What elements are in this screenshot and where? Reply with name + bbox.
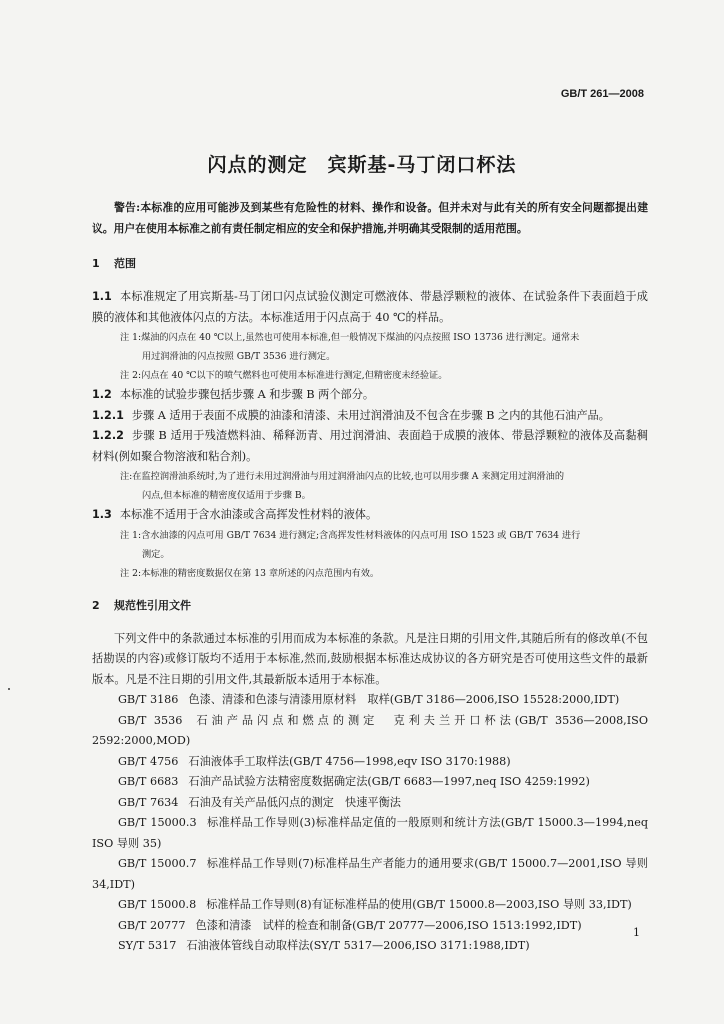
- clause-text: 步骤 B 适用于残渣燃料油、稀释沥青、用过润滑油、表面趋于成膜的液体、带悬浮颗粒的液体及高黏稠材料(例如聚合物溶液和粘合剂)。: [92, 429, 648, 463]
- clause-text: 本标准不适用于含水油漆或含高挥发性材料的液体。: [119, 508, 378, 521]
- reference-code: GB/T 15000.7: [118, 857, 197, 870]
- note-continuation: 闪点,但本标准的精密度仅适用于步骤 B。: [142, 490, 311, 501]
- note: [92, 467, 648, 505]
- section-title: 规范性引用文件: [114, 598, 191, 612]
- note: [92, 564, 648, 583]
- note-text: 煤油的闪点在 40 ℃以上,虽然也可使用本标准,但一般情况下煤油的闪点按照 ISO 13736 进行测定。通常未: [141, 332, 580, 343]
- section-number: 2: [92, 598, 100, 612]
- reference-code: GB/T 6683: [118, 775, 179, 788]
- reference-code: GB/T 7634: [118, 795, 179, 809]
- reference-item: [92, 936, 648, 957]
- document-body: [92, 198, 648, 957]
- clause-1-3: [92, 505, 648, 526]
- reference-text: 色漆、清漆和色漆与清漆用原材料 取样(GB/T 3186—2006,ISO 15528:2000,IDT): [188, 693, 620, 706]
- reference-code: GB/T 15000.3: [118, 816, 197, 829]
- reference-item: [92, 895, 648, 916]
- reference-item: [92, 813, 648, 854]
- note-tag: 注:: [120, 471, 133, 482]
- reference-item: [92, 690, 648, 711]
- clause-number: 1.1: [92, 290, 112, 303]
- note-tag: 注 2:: [120, 567, 142, 579]
- note-text: 在监控润滑油系统时,为了进行未用过润滑油与用过润滑油闪点的比较,也可以用步骤 A 来测定用过润滑油的: [132, 471, 565, 482]
- section-number: 1: [92, 257, 100, 270]
- note-tag: 注 1:: [120, 529, 142, 541]
- section-2-intro: 下列文件中的条款通过本标准的引用而成为本标准的条款。凡是注日期的引用文件,其随后所有的修改单(不包括勘误的内容)或修订版均不适用于本标准,然而,鼓励根据本标准达成协议的各方研究是否可使用这些文件的最新版本。凡是不注日期的引用文件,其最新版本适用于本标准。: [92, 631, 648, 686]
- reference-item: [92, 711, 648, 752]
- note: [92, 328, 648, 366]
- reference-text: 石油液体手工取样法(GB/T 4756—1998,eqv ISO 3170:1988): [188, 754, 511, 768]
- clause-number: 1.2.1: [92, 408, 124, 422]
- document-title: 闪点的测定 宾斯基-马丁闭口杯法: [207, 154, 517, 176]
- reference-item: [92, 916, 648, 937]
- note-text: 闪点在 40 ℃以下的喷气燃料也可使用本标准进行测定,但精密度未经验证。: [141, 370, 448, 381]
- reference-text: 标准样品工作导则(8)有证标准样品的使用(GB/T 15000.8—2003,ISO 导则 33,IDT): [206, 898, 632, 911]
- note-text: 本标准的精密度数据仅在第 13 章所述的闪点范围内有效。: [141, 567, 380, 579]
- reference-text: 石油产品闪点和燃点的测定 克利夫兰开口杯法(GB/T 3536—2008,ISO 2592:2000,MOD): [92, 713, 648, 747]
- clause-text: 步骤 A 适用于表面不成膜的油漆和清漆、未用过润滑油及不包含在步骤 B 之内的其他石油产品。: [131, 408, 610, 422]
- note: [92, 366, 648, 385]
- reference-text: 色漆和清漆 试样的检查和制备(GB/T 20777—2006,ISO 1513:1992,IDT): [195, 918, 582, 932]
- clause-text: 本标准规定了用宾斯基-马丁闭口闪点试验仪测定可燃液体、带悬浮颗粒的液体、在试验条件下表面趋于成膜的液体和其他液体闪点的方法。本标准适用于闪点高于 40 ℃的样品。: [92, 290, 648, 324]
- reference-item: [92, 752, 648, 773]
- reference-text: 标准样品工作导则(7)标准样品生产者能力的通用要求(GB/T 15000.7—2001,ISO 导则 34,IDT): [92, 857, 648, 891]
- clause-number: 1.2: [92, 388, 112, 401]
- reference-text: 标准样品工作导则(3)标准样品定值的一般原则和统计方法(GB/T 15000.3—1994,neq ISO 导则 35): [92, 816, 648, 850]
- section-title: 范围: [114, 257, 136, 270]
- clause-number: 1.2.2: [92, 429, 124, 442]
- reference-item: [92, 854, 648, 895]
- note-continuation: 测定。: [142, 548, 170, 560]
- reference-code: GB/T 3186: [118, 693, 179, 706]
- clause-1-2: [92, 385, 648, 406]
- reference-text: 石油及有关产品低闪点的测定 快速平衡法: [188, 795, 401, 809]
- reference-item: [92, 793, 648, 814]
- reference-text: 石油产品试验方法精密度数据确定法(GB/T 6683—1997,neq ISO 4259:1992): [188, 775, 590, 788]
- reference-code: GB/T 4756: [118, 754, 179, 768]
- clause-1-2-1: [92, 406, 648, 427]
- reference-code: SY/T 5317: [118, 939, 177, 952]
- note-tag: 注 2:: [120, 370, 142, 381]
- clause-1-1: [92, 287, 648, 328]
- note-tag: 注 1:: [120, 332, 142, 343]
- reference-code: GB/T 15000.8: [118, 898, 197, 911]
- section-1-heading: [92, 253, 648, 275]
- section-2-heading: [92, 595, 648, 617]
- page-number: 1: [633, 926, 640, 939]
- reference-code: GB/T 3536: [118, 713, 183, 727]
- scan-speck: [8, 688, 10, 690]
- reference-text: 石油液体管线自动取样法(SY/T 5317—2006,ISO 3171:1988,IDT): [186, 939, 530, 952]
- note-continuation: 用过润滑油的闪点按照 GB/T 3536 进行测定。: [142, 351, 336, 362]
- clause-text: 本标准的试验步骤包括步骤 A 和步骤 B 两个部分。: [119, 388, 375, 401]
- clause-1-2-2: [92, 426, 648, 467]
- standard-code: GB/T 261—2008: [560, 88, 644, 100]
- reference-item: [92, 772, 648, 793]
- note-text: 含水油漆的闪点可用 GB/T 7634 进行测定;含高挥发性材料液体的闪点可用 ISO 1523 或 GB/T 7634 进行: [141, 529, 581, 541]
- warning-paragraph: 警告:本标准的应用可能涉及到某些有危险性的材料、操作和设备。但并未对与此有关的所有安全问题都提出建议。用户在使用本标准之前有责任制定相应的安全和保护措施,并明确其受限制的适用范围。: [92, 201, 648, 235]
- clause-number: 1.3: [92, 508, 112, 521]
- reference-code: GB/T 20777: [118, 918, 186, 932]
- note: [92, 526, 648, 564]
